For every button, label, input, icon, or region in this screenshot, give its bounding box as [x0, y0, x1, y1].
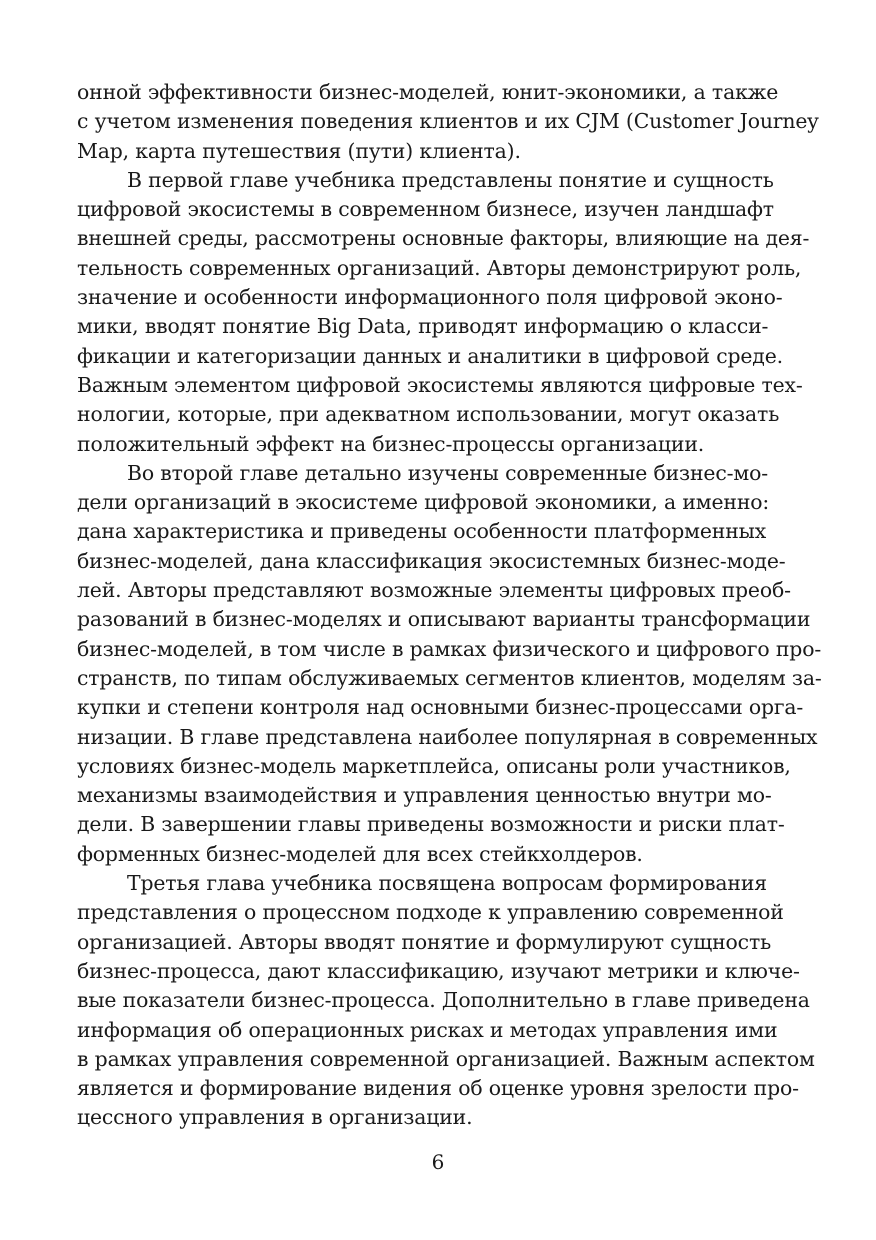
text-line: лей. Авторы представляют возможные элементы цифровых преоб- — [77, 578, 791, 603]
text-line: В первой главе учебника представлены понятие и сущность — [127, 167, 774, 192]
text-line: форменных бизнес-моделей для всех стейкхолдеров. — [77, 841, 643, 866]
text-line: значение и особенности информационного поля цифровой эконо- — [77, 285, 783, 310]
text-line: дели организаций в экосистеме цифровой экономики, а именно: — [77, 490, 770, 515]
page-number: 6 — [431, 1150, 445, 1174]
text-line: информация об операционных рисках и методах управления ими — [77, 1017, 778, 1042]
paragraph — [77, 869, 815, 1133]
text-line: организацией. Авторы вводят понятие и формулируют сущность — [77, 929, 772, 954]
text-line: Важным элементом цифровой экосистемы являются цифровые тех- — [77, 372, 803, 397]
paragraph — [77, 459, 822, 869]
text-line: вые показатели бизнес-процесса. Дополнительно в главе приведена — [77, 988, 810, 1013]
text-line: дана характеристика и приведены особенности платформенных — [77, 519, 767, 544]
text-line: бизнес-моделей, в том числе в рамках физического и цифрового про- — [77, 636, 822, 661]
text-line: низации. В главе представлена наиболее популярная в современных — [77, 724, 818, 749]
text-line: нологии, которые, при адекватном использовании, могут оказать — [77, 402, 780, 427]
text-line: бизнес-моделей, дана классификация экосистемных бизнес-моде- — [77, 548, 786, 573]
text-line: фикации и категоризации данных и аналитики в цифровой среде. — [77, 343, 783, 368]
text-line: Map, карта путешествия (пути) клиента). — [77, 138, 521, 163]
text-line: представления о процессном подходе к управлению современной — [77, 900, 784, 925]
paragraph — [77, 166, 810, 459]
text-line: Третья глава учебника посвящена вопросам формирования — [127, 871, 768, 896]
text-line: бизнес-процесса, дают классификацию, изучают метрики и ключе- — [77, 958, 800, 983]
text-line: тельность современных организаций. Авторы демонстрируют роль, — [77, 255, 802, 280]
text-line: положительный эффект на бизнес-процессы организации. — [77, 431, 705, 456]
text-line: дели. В завершении главы приведены возможности и риски плат- — [77, 812, 785, 837]
paragraph — [77, 78, 819, 166]
text-line: в рамках управления современной организацией. Важным аспектом — [77, 1046, 815, 1071]
page-body — [77, 78, 822, 1133]
text-line: разований в бизнес-моделях и описывают варианты трансформации — [77, 607, 811, 632]
text-line: мики, вводят понятие Big Data, приводят информацию о класси- — [77, 314, 769, 339]
text-line: странств, по типам обслуживаемых сегментов клиентов, моделям за- — [77, 665, 822, 690]
text-line: цессного управления в организации. — [77, 1105, 473, 1130]
text-line: является и формирование видения об оценке уровня зрелости про- — [77, 1076, 799, 1101]
text-line: онной эффективности бизнес-моделей, юнит-экономики, а также — [77, 80, 779, 104]
text-line: цифровой экосистемы в современном бизнесе, изучен ландшафт — [77, 197, 774, 222]
text-line: с учетом изменения поведения клиентов и их CJM (Customer Journey — [77, 109, 819, 134]
text-line: механизмы взаимодействия и управления ценностью внутри мо- — [77, 783, 772, 808]
text-line: внешней среды, рассмотрены основные факторы, влияющие на дея- — [77, 226, 810, 251]
text-line: условиях бизнес-модель маркетплейса, описаны роли участников, — [77, 753, 791, 778]
text-line: Во второй главе детально изучены современные бизнес-мо- — [127, 460, 768, 485]
text-line: купки и степени контроля над основными бизнес-процессами орга- — [77, 695, 804, 720]
